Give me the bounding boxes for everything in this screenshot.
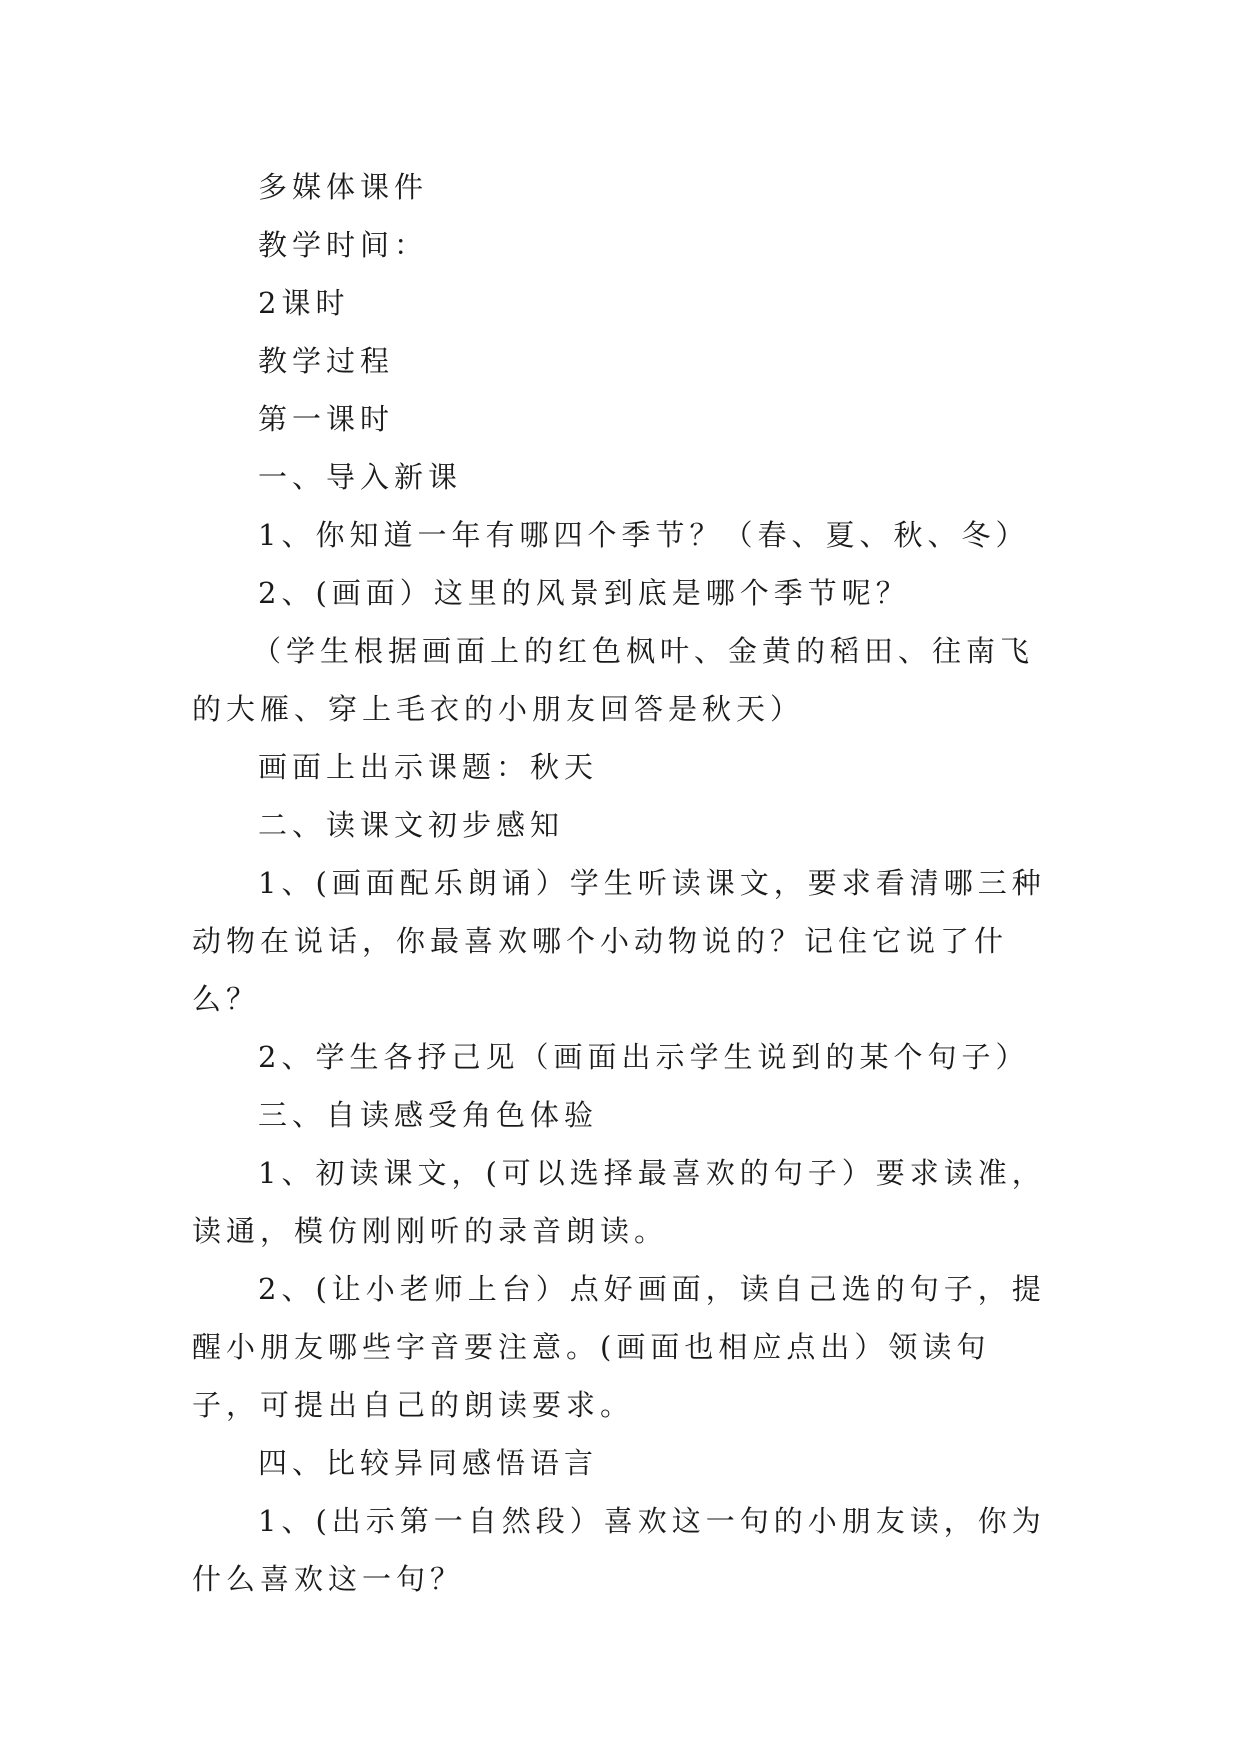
paragraph-teaching-time-heading: 教学时间： xyxy=(258,228,429,262)
paragraph-item: 1、你知道一年有哪四个季节？（春、夏、秋、冬） xyxy=(258,518,1030,552)
paragraph-first-lesson-heading: 第一课时 xyxy=(258,402,395,436)
paragraph-item: 1、(出示第一自然段）喜欢这一句的小朋友读，你为什么喜欢这一句？ xyxy=(192,1504,1046,1596)
paragraph-teaching-process-heading: 教学过程 xyxy=(258,344,395,378)
section-heading-compare: 四、比较异同感悟语言 xyxy=(258,1446,599,1480)
paragraph-item: 2、(让小老师上台）点好画面，读自己选的句子，提醒小朋友哪些字音要注意。(画面也相应点出）领读句子，可提出自己的朗读要求。 xyxy=(192,1272,1046,1422)
paragraph-item: 2、(画面）这里的风景到底是哪个季节呢？ xyxy=(258,576,910,610)
section-heading-self-reading: 三、自读感受角色体验 xyxy=(258,1098,599,1132)
paragraph-materials: 多媒体课件 xyxy=(258,170,429,204)
document-body xyxy=(192,158,1054,1608)
section-heading-intro: 一、导入新课 xyxy=(258,460,463,494)
paragraph-item: 1、(画面配乐朗诵）学生听读课文，要求看清哪三种动物在说话，你最喜欢哪个小动物说的？记住它说了什么？ xyxy=(192,866,1046,1016)
section-heading-first-reading: 二、读课文初步感知 xyxy=(258,808,565,842)
paragraph-item: 画面上出示课题：秋天 xyxy=(258,750,599,784)
paragraph-teaching-time-value: 2课时 xyxy=(258,286,350,320)
paragraph-item: 2、学生各抒己见（画面出示学生说到的某个句子） xyxy=(258,1040,1030,1074)
paragraph-item: 1、初读课文，(可以选择最喜欢的句子）要求读准，读通，模仿刚刚听的录音朗读。 xyxy=(192,1156,1046,1248)
paragraph-item: （学生根据画面上的红色枫叶、金黄的稻田、往南飞的大雁、穿上毛衣的小朋友回答是秋天） xyxy=(192,634,1035,726)
